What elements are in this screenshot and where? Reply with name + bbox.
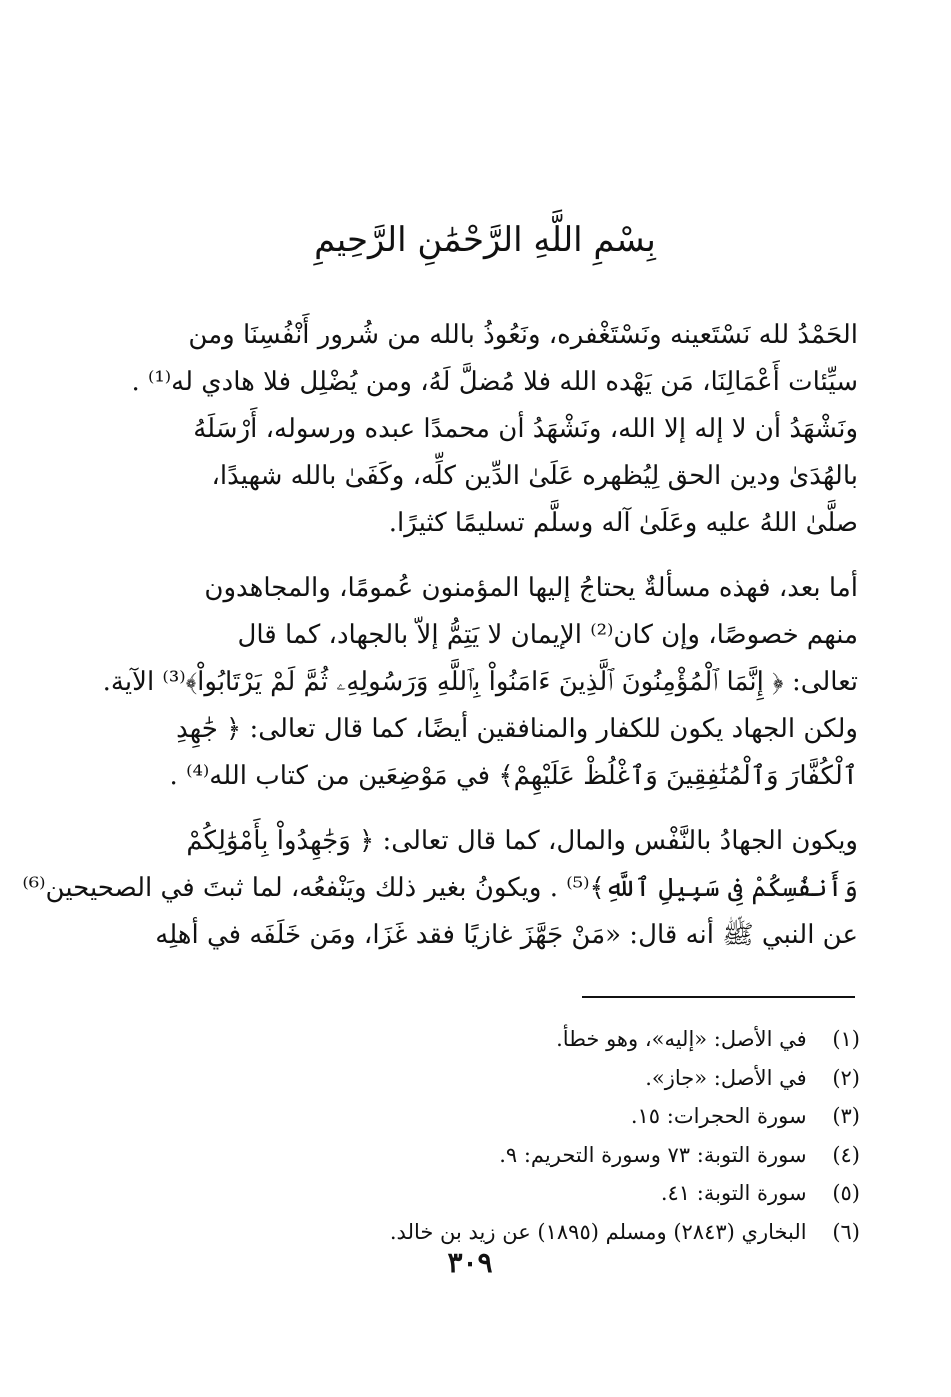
text-line: ٱلْكُفَّارَ وَٱلْمُنَٰفِقِينَ وَٱغْلُظْ عَلَيْهِمْ﴾ في مَوْضِعَين من كتاب الله⁽⁴⁾ .	[169, 761, 858, 791]
footnote-item	[300, 1059, 860, 1098]
text-line: الحَمْدُ لله نَسْتَعينه ونَسْتَغْفره، ونَعُوذُ بالله من شُرور أَنْفُسِنَا ومن	[188, 320, 858, 350]
text-line: تعالى: ﴿ إِنَّمَا ٱلْمُؤْمِنُونَ ٱلَّذِينَ ءَامَنُواْ بِٱللَّهِ وَرَسُولِهِۦ ثُمَّ لَمْ يَرْتَابُواْ﴾⁽³⁾ الآية.	[102, 667, 858, 697]
footnote-text: سورة التوبة: ٤١.	[660, 1181, 807, 1205]
text-line: ولكن الجهاد يكون للكفار والمنافقين أيضًا، كما قال تعالى: ﴿ جَٰهِدِ	[176, 714, 858, 744]
text-line: ونَشْهَدُ أن لا إله إلا الله، ونَشْهَدُ أن محمدًا عبده ورسوله، أَرْسَلَهُ	[193, 414, 858, 444]
footnote-number: (٦)	[832, 1219, 860, 1244]
footnote-item	[300, 1097, 860, 1136]
footnote-number: (٤)	[832, 1142, 860, 1167]
main-text	[22, 312, 858, 977]
paragraph-3	[22, 818, 858, 959]
footnote-text: في الأصل: «إليه»، وهو خطأ.	[556, 1027, 807, 1051]
page-number: ٣٠٩	[447, 1246, 493, 1279]
footnote-number: (٢)	[832, 1065, 860, 1090]
text-line: سيِّئات أَعْمَالِنَا، مَن يَهْده الله فلا مُضلَّ لَهُ، ومن يُضْلِل فلا هادي له⁽¹⁾ .	[131, 367, 858, 397]
footnote-text: سورة الحجرات: ١٥.	[630, 1104, 807, 1128]
text-line: بالهُدَىٰ ودين الحق لِيُظهره عَلَىٰ الدِّين كلِّه، وكَفَىٰ بالله شهيدًا،	[211, 461, 858, 491]
footnote-number: (٥)	[832, 1181, 860, 1205]
paragraph-2	[102, 565, 858, 800]
text-line: صلَّىٰ اللهُ عليه وعَلَىٰ آله وسلَّم تسليمًا كثيرًا.	[388, 508, 858, 538]
footnote-text: في الأصل: «جاز».	[645, 1065, 807, 1090]
basmala-heading: بِسْمِ اللَّهِ الرَّحْمَٰنِ الرَّحِيمِ	[314, 220, 656, 260]
footnote-text: سورة التوبة: ٧٣ وسورة التحريم: ٩.	[499, 1142, 807, 1167]
text-line: منهم خصوصًا، وإن كان⁽²⁾ الإيمان لا يَتِمُّ إلاّ بالجهاد، كما قال	[237, 620, 858, 650]
footnote-item	[300, 1213, 860, 1252]
paragraph-1	[133, 312, 858, 547]
text-line: أما بعد، فهذه مسألةٌ يحتاجُ إليها المؤمنون عُمومًا، والمجاهدون	[204, 573, 858, 603]
footnote-item	[300, 1174, 860, 1213]
text-line: عن النبي ﷺ أنه قال: «مَنْ جَهَّزَ غازيًا فقد غَزَا، ومَن خَلَفَه في أهلِه	[155, 920, 858, 950]
footnote-number: (١)	[832, 1027, 860, 1051]
footnotes-list	[300, 1020, 860, 1251]
footnote-item	[300, 1020, 860, 1059]
footnote-number: (٣)	[832, 1104, 860, 1128]
footnote-divider	[582, 996, 855, 998]
text-line: ويكون الجهادُ بالنَّفْس والمال، كما قال تعالى: ﴿ وَجَٰهِدُواْ بِأَمْوَٰلِكُمْ	[186, 826, 858, 856]
footnote-item	[300, 1136, 860, 1175]
footnote-text: البخاري (٢٨٤٣) ومسلم (١٨٩٥) عن زيد بن خالد.	[389, 1219, 807, 1244]
text-line: وَأَنفُسِكُمْ فِى سَبِيلِ ٱللَّهِ﴾⁽⁵⁾ . ويكونُ بغير ذلك ويَنْفعُه، لما ثبتَ في الصحيحين⁽⁶⁾	[22, 873, 858, 903]
